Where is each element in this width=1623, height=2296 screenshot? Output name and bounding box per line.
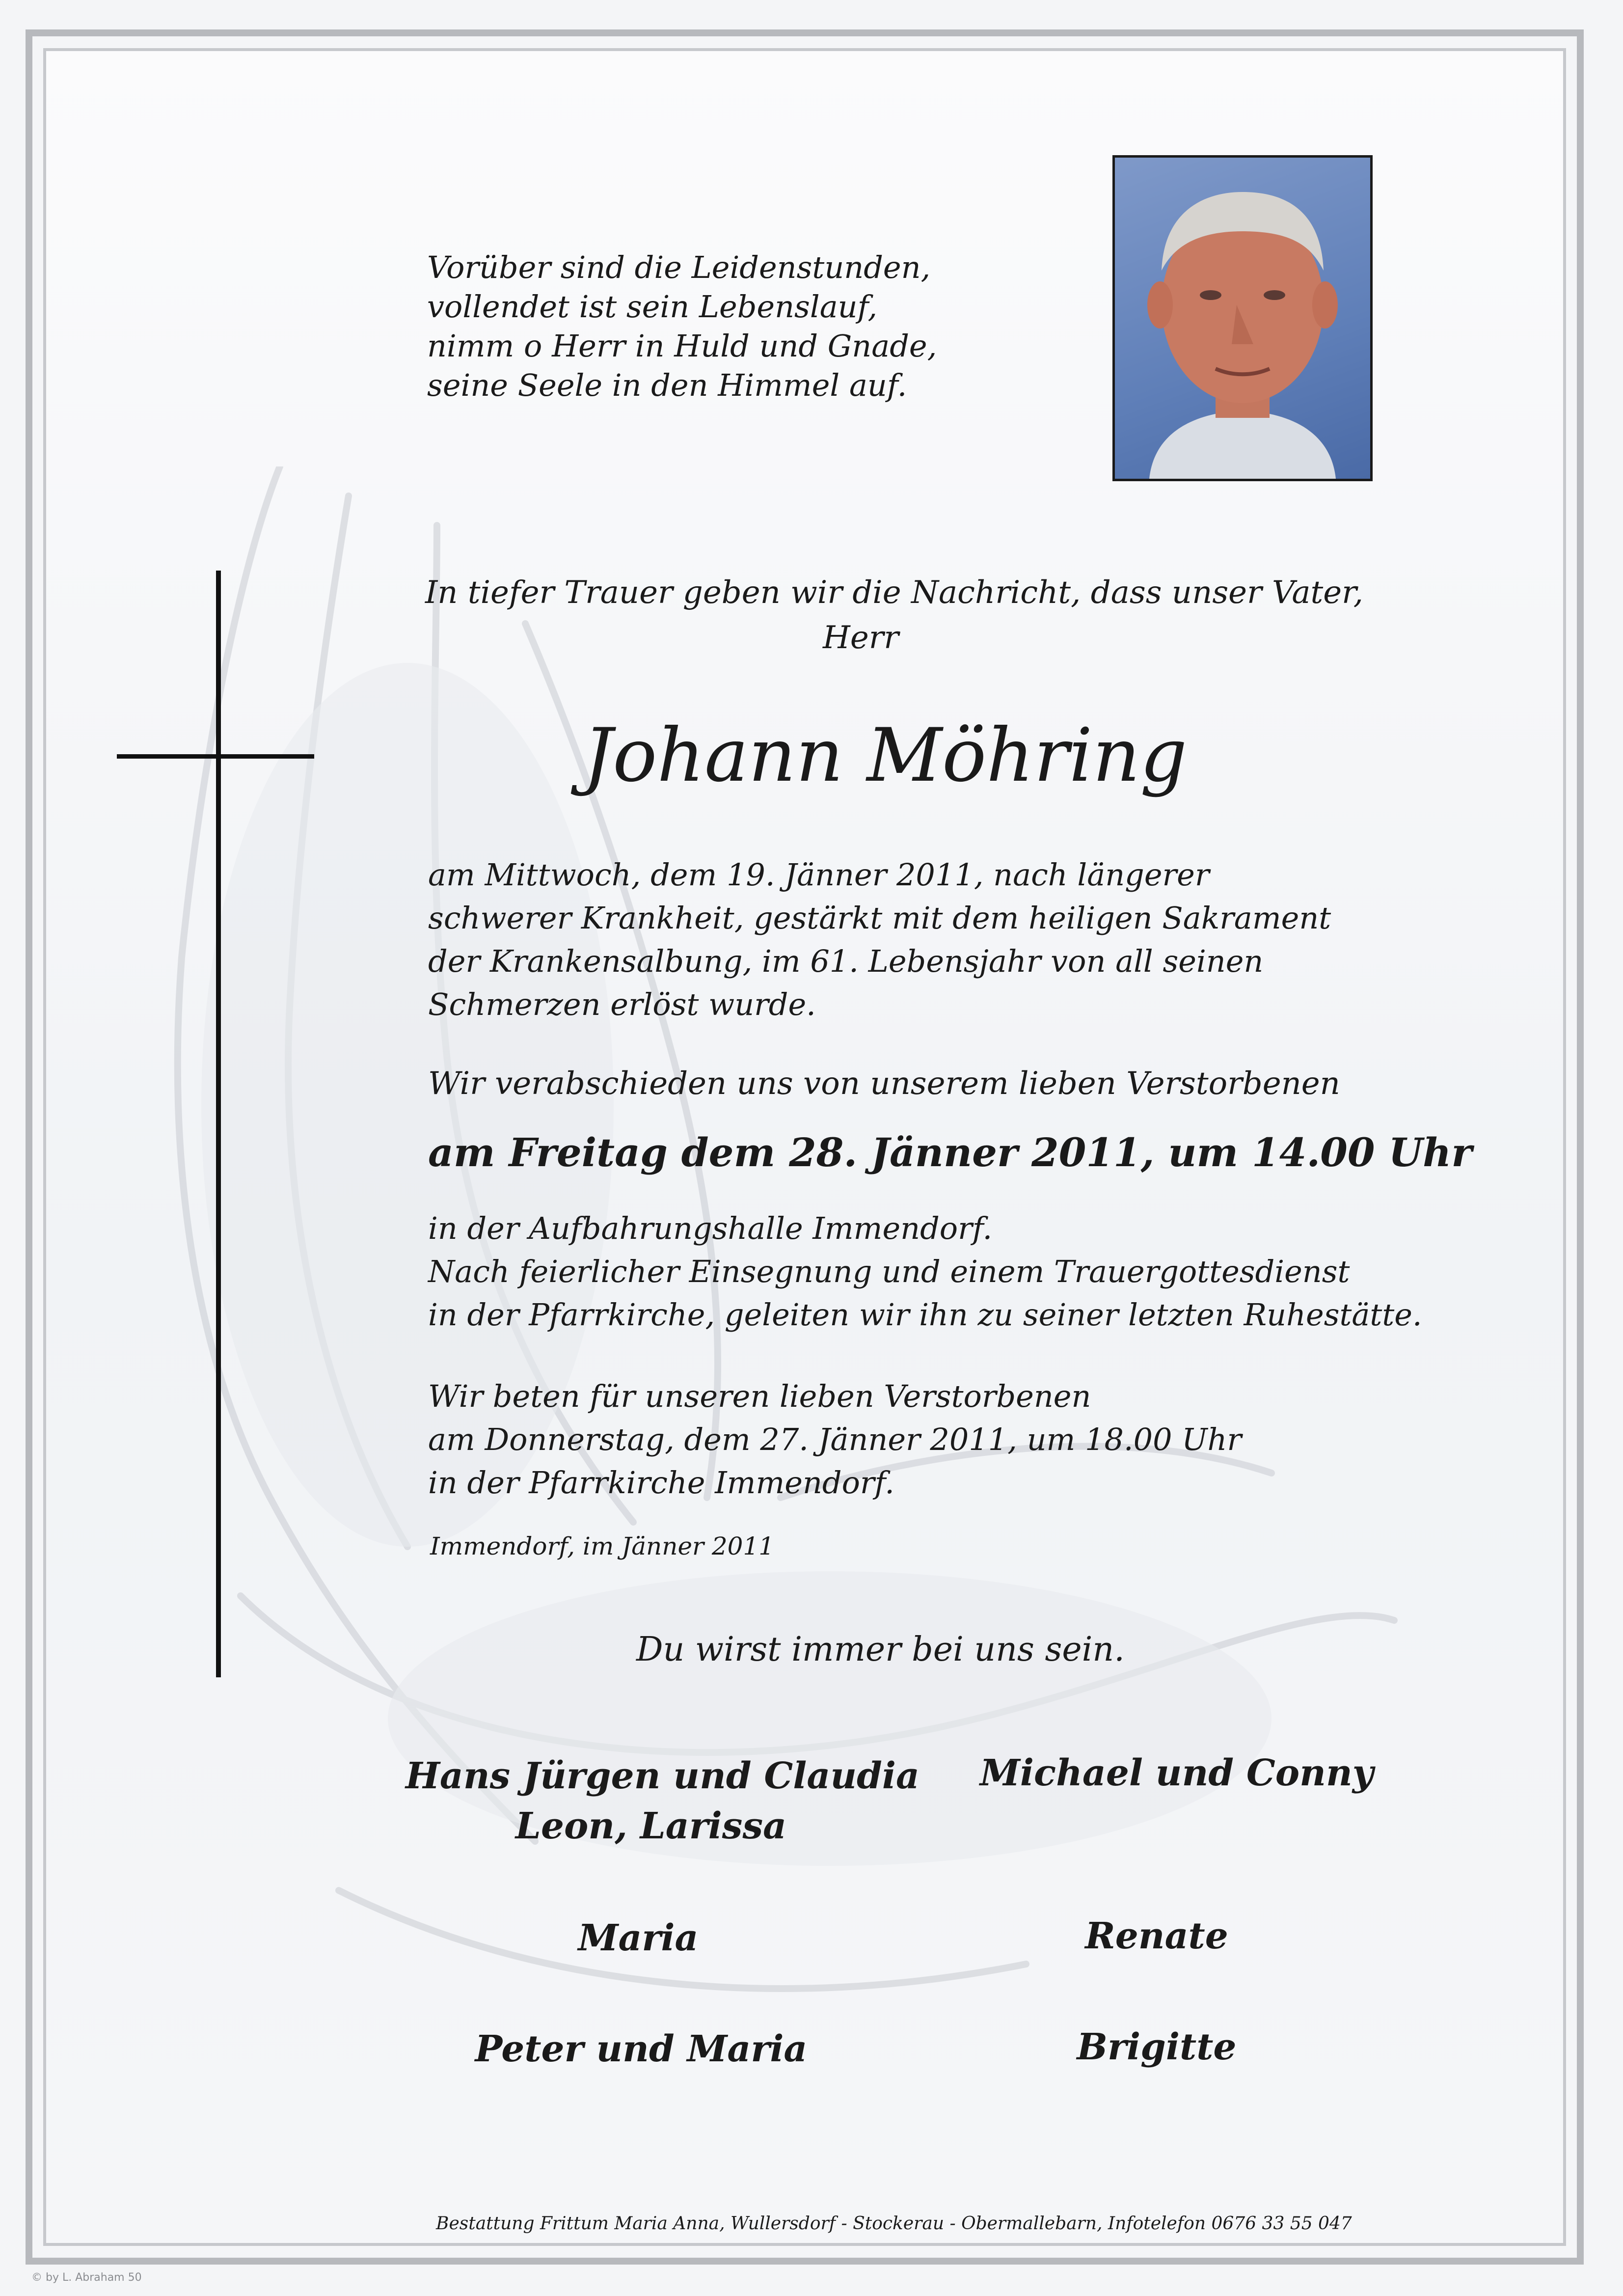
memorial-verse	[427, 248, 937, 405]
verse-line: nimm o Herr in Huld und Gnade,	[427, 328, 937, 364]
funeral-details	[428, 1207, 1422, 1337]
mourner-name: Hans Jürgen und Claudia	[406, 1755, 920, 1797]
verse-line: seine Seele in den Himmel auf.	[427, 367, 907, 403]
prayer-line: am Donnerstag, dem 27. Jänner 2011, um 18.00 Uhr	[428, 1421, 1242, 1457]
portrait-photo	[1112, 155, 1373, 481]
prayer-notice	[428, 1375, 1242, 1504]
mourners-right-2: Renate	[1085, 1915, 1228, 1957]
prayer-line: in der Pfarrkirche Immendorf.	[428, 1465, 894, 1501]
mourners-left-3: Peter und Maria	[475, 2028, 808, 2070]
portrait-man-icon	[1115, 158, 1370, 479]
notice-line: Schmerzen erlöst wurde.	[428, 986, 816, 1022]
details-line: Nach feierlicher Einsegnung und einem Trauergottesdienst	[428, 1254, 1350, 1289]
farewell-intro: Wir verabschieden uns von unserem lieben Verstorbenen	[428, 1066, 1340, 1102]
closing-line: Du wirst immer bei uns sein.	[636, 1630, 1125, 1669]
mourners-right-3: Brigitte	[1077, 2026, 1237, 2068]
funeral-home-footer: Bestattung Frittum Maria Anna, Wullersdorf - Stockerau - Obermallebarn, Infotelefon 0676 33 55 047	[436, 2214, 1352, 2234]
copyright-note: © by L. Abraham 50	[31, 2271, 142, 2284]
cross-horizontal-bar	[117, 754, 314, 759]
mourners-left-2: Maria	[578, 1917, 699, 1959]
notice-line: schwerer Krankheit, gestärkt mit dem heiligen Sakrament	[428, 900, 1331, 936]
prayer-line: Wir beten für unseren lieben Verstorbenen	[428, 1378, 1091, 1414]
notice-line: am Mittwoch, dem 19. Jänner 2011, nach längerer	[428, 857, 1210, 893]
verse-line: vollendet ist sein Lebenslauf,	[427, 289, 878, 325]
details-line: in der Pfarrkirche, geleiten wir ihn zu seiner letzten Ruhestätte.	[428, 1297, 1422, 1333]
notice-line: der Krankensalbung, im 61. Lebensjahr von all seinen	[428, 943, 1264, 979]
intro-herr: Herr	[823, 620, 899, 656]
details-line: in der Aufbahrungshalle Immendorf.	[428, 1210, 993, 1246]
deceased-name: Johann Möhring	[583, 713, 1188, 798]
cross-vertical-bar	[216, 571, 221, 1677]
funeral-date: am Freitag dem 28. Jänner 2011, um 14.00 Uhr	[428, 1129, 1472, 1175]
verse-line: Vorüber sind die Leidenstunden,	[427, 249, 931, 285]
mourners-right-1: Michael und Conny	[980, 1752, 1374, 1794]
mourner-name: Leon, Larissa	[515, 1805, 787, 1847]
mourners-left-1	[406, 1751, 920, 1851]
place-date: Immendorf, im Jänner 2011	[430, 1532, 775, 1560]
death-notice	[428, 853, 1331, 1026]
intro-line: In tiefer Trauer geben wir die Nachricht, dass unser Vater,	[425, 574, 1363, 611]
